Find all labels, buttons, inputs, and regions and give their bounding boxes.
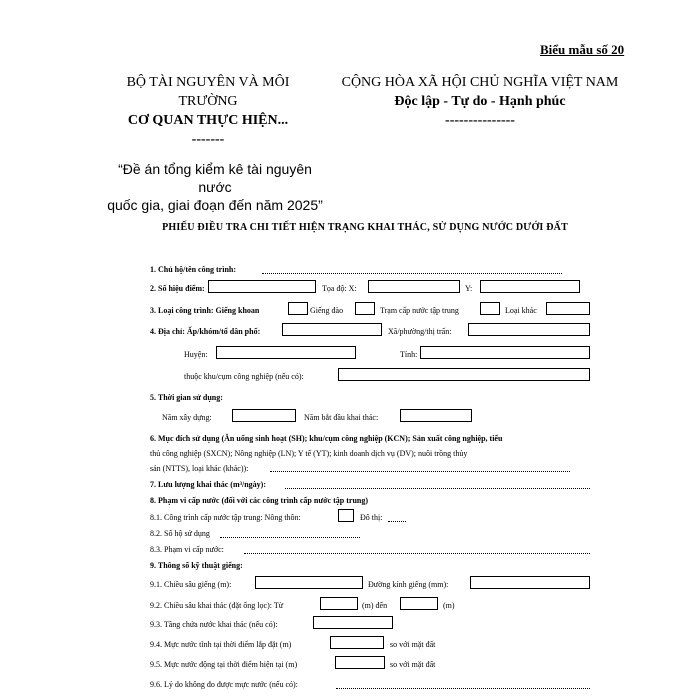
static-level-label: 9.4. Mực nước tĩnh tại thời điểm lắp đặt (m) — [150, 640, 292, 649]
well-diameter-label: Đường kính giếng (mm): — [368, 580, 449, 589]
field-point-label: 2. Số hiệu điểm: — [150, 284, 205, 293]
field-households-label: 8.2. Số hộ sử dụng — [150, 529, 210, 538]
republic-motto: Độc lập - Tự do - Hạnh phúc — [394, 94, 566, 109]
field-supply-rural-label: 8.1. Công trình cấp nước tập trung: Nông thôn: — [150, 513, 301, 522]
static-level-input[interactable] — [330, 636, 384, 649]
screen-depth-unit: (m) — [443, 601, 455, 610]
field-type-label: 3. Loại công trình: Giếng khoan — [150, 306, 260, 315]
no-level-reason-line[interactable] — [336, 688, 590, 689]
address-district-input[interactable] — [216, 346, 356, 359]
screen-depth-to-label: (m) đến — [362, 601, 388, 610]
field-purpose-line3: sản (NTTS), loại khác (khác)): — [150, 464, 249, 473]
static-level-ref: so với mặt đất — [390, 640, 436, 649]
field-flow-line[interactable] — [285, 488, 590, 489]
field-coord-y-input[interactable] — [480, 280, 580, 293]
built-year-label: Năm xây dựng: — [162, 413, 212, 422]
type-dug-checkbox[interactable] — [355, 302, 375, 315]
address-ward-label: Xã/phường/thị trấn: — [388, 327, 452, 336]
supply-rural-checkbox[interactable] — [338, 509, 354, 522]
aquifer-label: 9.3. Tầng chứa nước khai thác (nếu có): — [150, 620, 278, 629]
type-supply-checkbox[interactable] — [480, 302, 500, 315]
address-district-label: Huyện: — [184, 350, 208, 359]
address-industrial-input[interactable] — [338, 368, 590, 381]
field-owner-label: 1. Chủ hộ/tên công trình: — [150, 265, 237, 274]
field-purpose-line2: thủ công nghiệp (SXCN); Nông nghiệp (LN); Y tế (YT); kinh doanh dịch vụ (DV); nuôi trồng thủy — [150, 449, 468, 458]
dynamic-level-input[interactable] — [335, 656, 385, 669]
project-name — [100, 160, 330, 214]
built-year-input[interactable] — [232, 409, 296, 422]
field-address-label: 4. Địa chỉ: Ấp/khóm/tổ dân phố: — [150, 327, 261, 336]
screen-depth-label: 9.2. Chiều sâu khai thác (đặt ống lọc): Từ — [150, 601, 284, 610]
ministry-dash: ------- — [191, 132, 225, 147]
type-other-input[interactable] — [546, 302, 590, 315]
dynamic-level-ref: so với mặt đất — [390, 660, 436, 669]
field-supply-urban-label: Đô thị: — [360, 513, 383, 522]
type-supply-label: Trạm cấp nước tập trung — [380, 306, 459, 315]
ministry-line1: BỘ TÀI NGUYÊN VÀ MÔI — [126, 75, 290, 90]
field-coord-x-label: Tọa độ: X: — [322, 284, 357, 293]
address-province-input[interactable] — [420, 346, 590, 359]
type-drilled-checkbox[interactable] — [288, 302, 308, 315]
no-level-reason-label: 9.6. Lý do không đo được mực nước (nếu có): — [150, 680, 298, 689]
field-range-label: 8.3. Phạm vi cấp nước: — [150, 545, 224, 554]
republic-header — [330, 73, 630, 130]
type-other-label: Loại khác — [505, 306, 537, 315]
ministry-line2: TRƯỜNG — [178, 94, 238, 109]
ministry-header — [108, 73, 308, 149]
field-flow-label: 7. Lưu lượng khai thác (m³/ngày): — [150, 480, 266, 489]
dynamic-level-label: 9.5. Mực nước động tại thời điểm hiện tại (m) — [150, 660, 298, 669]
address-hamlet-input[interactable] — [282, 323, 382, 336]
address-province-label: Tỉnh: — [400, 350, 418, 359]
supply-urban-line[interactable] — [388, 521, 406, 522]
well-depth-input[interactable] — [255, 576, 363, 589]
type-dug-label: Giếng đào — [310, 306, 344, 315]
start-year-input[interactable] — [400, 409, 472, 422]
field-purpose-line[interactable] — [270, 471, 570, 472]
form-title: PHIẾU ĐIỀU TRA CHI TIẾT HIỆN TRẠNG KHAI THÁC, SỬ DỤNG NƯỚC DƯỚI ĐẤT — [162, 222, 568, 233]
project-line1: “Đề án tổng kiểm kê tài nguyên nước — [118, 161, 312, 195]
field-time-label: 5. Thời gian sử dụng: — [150, 393, 223, 402]
field-coord-y-label: Y: — [465, 284, 473, 293]
start-year-label: Năm bắt đầu khai thác: — [304, 413, 379, 422]
aquifer-input[interactable] — [313, 616, 393, 629]
field-range-line[interactable] — [244, 553, 590, 554]
field-households-line[interactable] — [220, 537, 360, 538]
screen-depth-to-input[interactable] — [400, 597, 438, 610]
well-depth-label: 9.1. Chiều sâu giếng (m): — [150, 580, 232, 589]
project-line2: quốc gia, giai đoạn đến năm 2025” — [107, 197, 323, 213]
well-diameter-input[interactable] — [470, 576, 590, 589]
agency-name: CƠ QUAN THỰC HIỆN... — [127, 113, 289, 128]
screen-depth-from-input[interactable] — [320, 597, 358, 610]
republic-name: CỘNG HÒA XÃ HỘI CHỦ NGHĨA VIỆT NAM — [341, 75, 619, 90]
field-well-specs-label: 9. Thông số kỹ thuật giếng: — [150, 561, 243, 570]
republic-dash: --------------- — [445, 113, 515, 128]
form-code: Biểu mẫu số 20 — [540, 42, 625, 57]
field-purpose-line1: 6. Mục đích sử dụng (Ăn uống sinh hoạt (SH); khu/cụm công nghiệp (KCN); Sản xuất công nghiệp, tiểu — [150, 434, 503, 443]
field-supply-scope-label: 8. Phạm vi cấp nước (đối với các công trình cấp nước tập trung) — [150, 496, 368, 505]
field-owner-line[interactable] — [262, 273, 562, 274]
field-coord-x-input[interactable] — [368, 280, 460, 293]
address-ward-input[interactable] — [468, 323, 590, 336]
address-industrial-label: thuộc khu/cụm công nghiệp (nếu có): — [184, 372, 304, 381]
field-point-input[interactable] — [208, 280, 316, 293]
